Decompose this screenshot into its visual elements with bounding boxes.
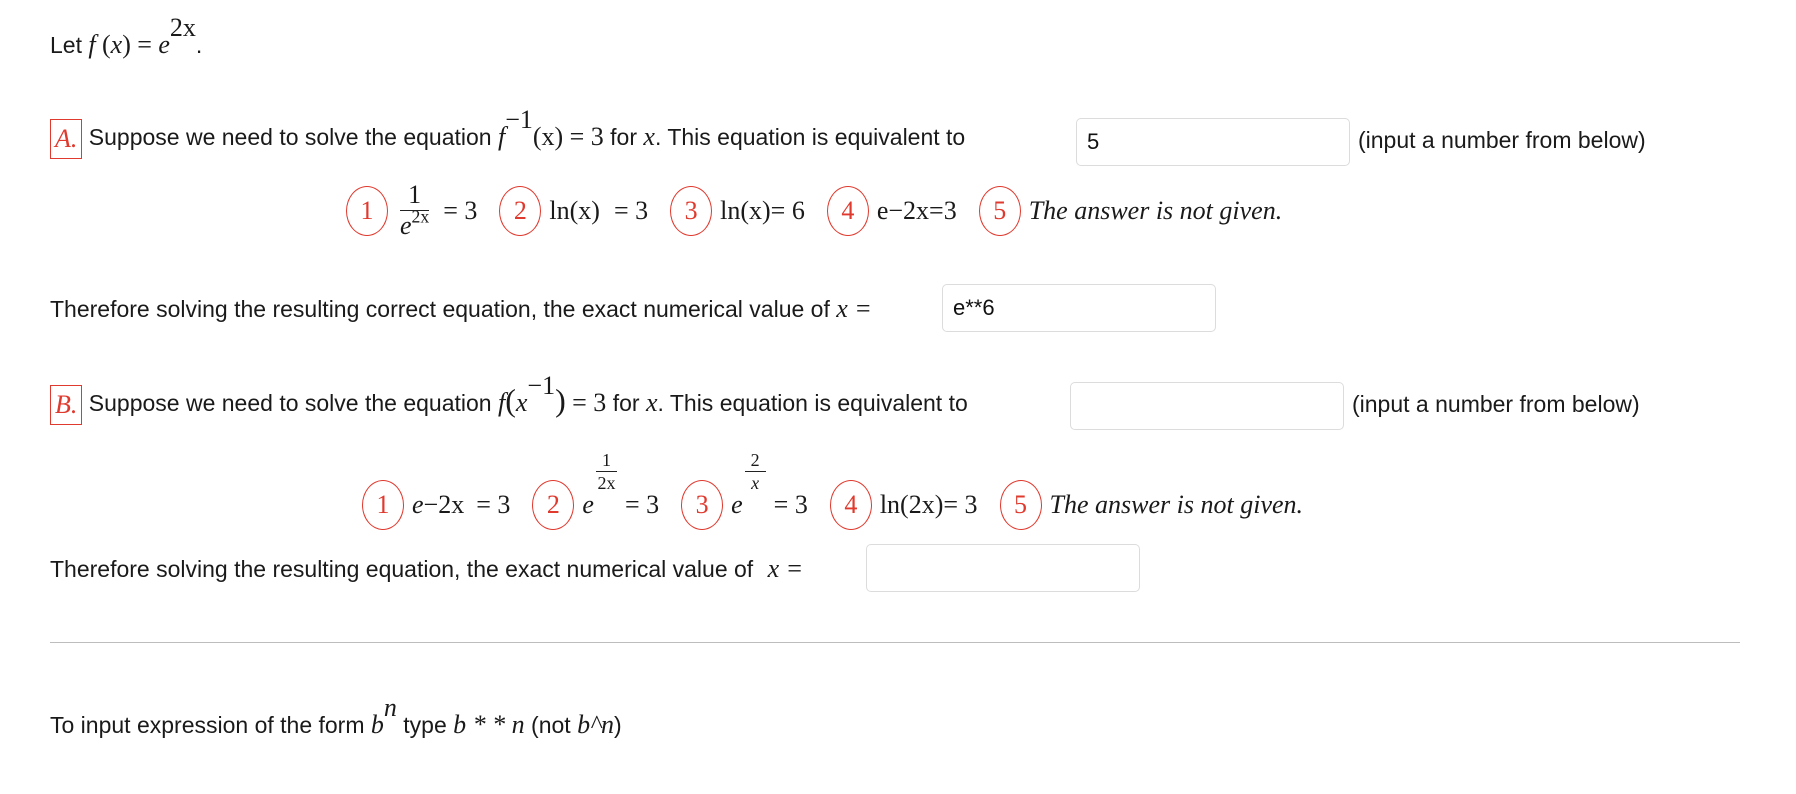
part-a-option-3[interactable]: 3 ln(x)= 6 <box>670 186 805 236</box>
part-a-result-text: Therefore solving the resulting correct equation, the exact numerical value of <box>50 296 830 322</box>
part-b-hint: (input a number from below) <box>1352 391 1640 417</box>
part-b-option-5[interactable]: 5 The answer is not given. <box>1000 480 1304 530</box>
intro-equals: = <box>137 29 152 59</box>
option-fraction: $\frac{1}{e^{2x}}$ <box>400 180 430 240</box>
part-a-arg: (x) <box>532 122 564 152</box>
intro-e: e <box>158 29 170 59</box>
part-b-f: f <box>497 388 506 417</box>
part-b-prompt-post: . This equation is equivalent to <box>657 390 968 416</box>
part-b-for: for <box>612 390 640 416</box>
part-b-option-4[interactable]: 4 ln(2x)= 3 <box>830 480 978 530</box>
option-number-badge: 5 <box>979 186 1021 236</box>
part-b-answer-input[interactable] <box>1070 382 1344 430</box>
part-a-option-2[interactable]: 2 ln(x) = 3 <box>499 186 648 236</box>
option-exponent-fraction: $\frac{2}{x}$ <box>745 449 766 494</box>
part-b-option-1[interactable]: 1 e −2x = 3 <box>362 480 510 530</box>
part-b-prompt: B. Suppose we need to solve the equation $f(x^{-1}) = 3$ for x. This equation is equivalent to <box>50 382 968 425</box>
intro-period: . <box>195 31 203 58</box>
part-a-hint: (input a number from below) <box>1358 127 1646 153</box>
part-b-option-2[interactable]: 2 e $\frac{1}{2x}$ = 3 <box>532 480 659 530</box>
section-divider <box>50 642 1740 643</box>
part-b-rhs: = 3 <box>572 388 607 417</box>
footer-code: b * * n <box>453 709 525 739</box>
part-b-options <box>362 440 1325 530</box>
option-number-badge: 4 <box>830 480 872 530</box>
footer-close: ) <box>614 711 622 738</box>
footer-post: (not <box>531 711 571 738</box>
part-b-x: x <box>645 388 658 417</box>
part-b-result-input[interactable] <box>866 544 1140 592</box>
part-a-inverse: −1 <box>505 105 533 135</box>
option-number-badge: 2 <box>532 480 574 530</box>
part-a-option-1[interactable]: 1 $\frac{1}{e^{2x}}$ = 3 <box>346 180 477 241</box>
option-number-badge: 4 <box>827 186 869 236</box>
part-b-result-text: Therefore solving the resulting equation, the exact numerical value of <box>50 556 754 582</box>
intro-x: x <box>110 29 123 59</box>
footer-b: b <box>370 709 384 739</box>
part-a-rhs: = 3 <box>569 122 604 152</box>
part-a-answer-input[interactable] <box>1076 118 1350 166</box>
part-a-x: x <box>643 122 655 152</box>
option-number-badge: 5 <box>1000 480 1042 530</box>
part-b-result <box>50 554 803 584</box>
option-number-badge: 1 <box>362 480 404 530</box>
part-a-option-4[interactable]: 4 e −2x =3 <box>827 186 957 236</box>
part-b-prompt-pre: Suppose we need to solve the equation <box>88 390 492 416</box>
part-b-label: B. <box>50 385 82 425</box>
part-a-prompt-pre: Suppose we need to solve the equation <box>88 124 492 151</box>
part-a-label: A. <box>50 119 82 159</box>
part-a-result-input[interactable] <box>942 284 1216 332</box>
part-a-result-var: x = <box>836 294 872 323</box>
part-a-prompt-post: . This equation is equivalent to <box>654 124 966 151</box>
intro-line: Let f $(x) = e^{2x}$. <box>50 13 203 59</box>
option-number-badge: 1 <box>346 186 388 236</box>
part-a-result <box>50 294 872 324</box>
option-exponent-fraction: $\frac{1}{2x}$ <box>597 449 616 493</box>
option-number-badge: 3 <box>681 480 723 530</box>
part-b-arg-x: x <box>515 388 528 417</box>
option-number-badge: 3 <box>670 186 712 236</box>
part-a-prompt <box>50 105 966 159</box>
part-a-option-5[interactable]: 5 The answer is not given. <box>979 186 1283 236</box>
intro-f: f <box>88 29 96 59</box>
part-a-f: f <box>497 122 506 152</box>
part-b-option-3[interactable]: 3 e $\frac{2}{x}$ = 3 <box>681 480 808 530</box>
footer-pre: To input expression of the form <box>50 711 365 738</box>
intro-exponent: 2x <box>169 13 196 42</box>
option-number-badge: 2 <box>499 186 541 236</box>
footer-type: type <box>403 711 447 738</box>
intro-let: Let <box>50 31 82 58</box>
part-a-for: for <box>610 124 638 151</box>
footer-n: n <box>383 693 397 722</box>
part-a-options <box>346 180 1304 241</box>
part-b-result-var: x = <box>767 554 804 583</box>
footer-hint <box>50 693 622 740</box>
footer-code2: b^n <box>577 709 615 739</box>
part-b-arg-exp: −1 <box>527 371 556 401</box>
